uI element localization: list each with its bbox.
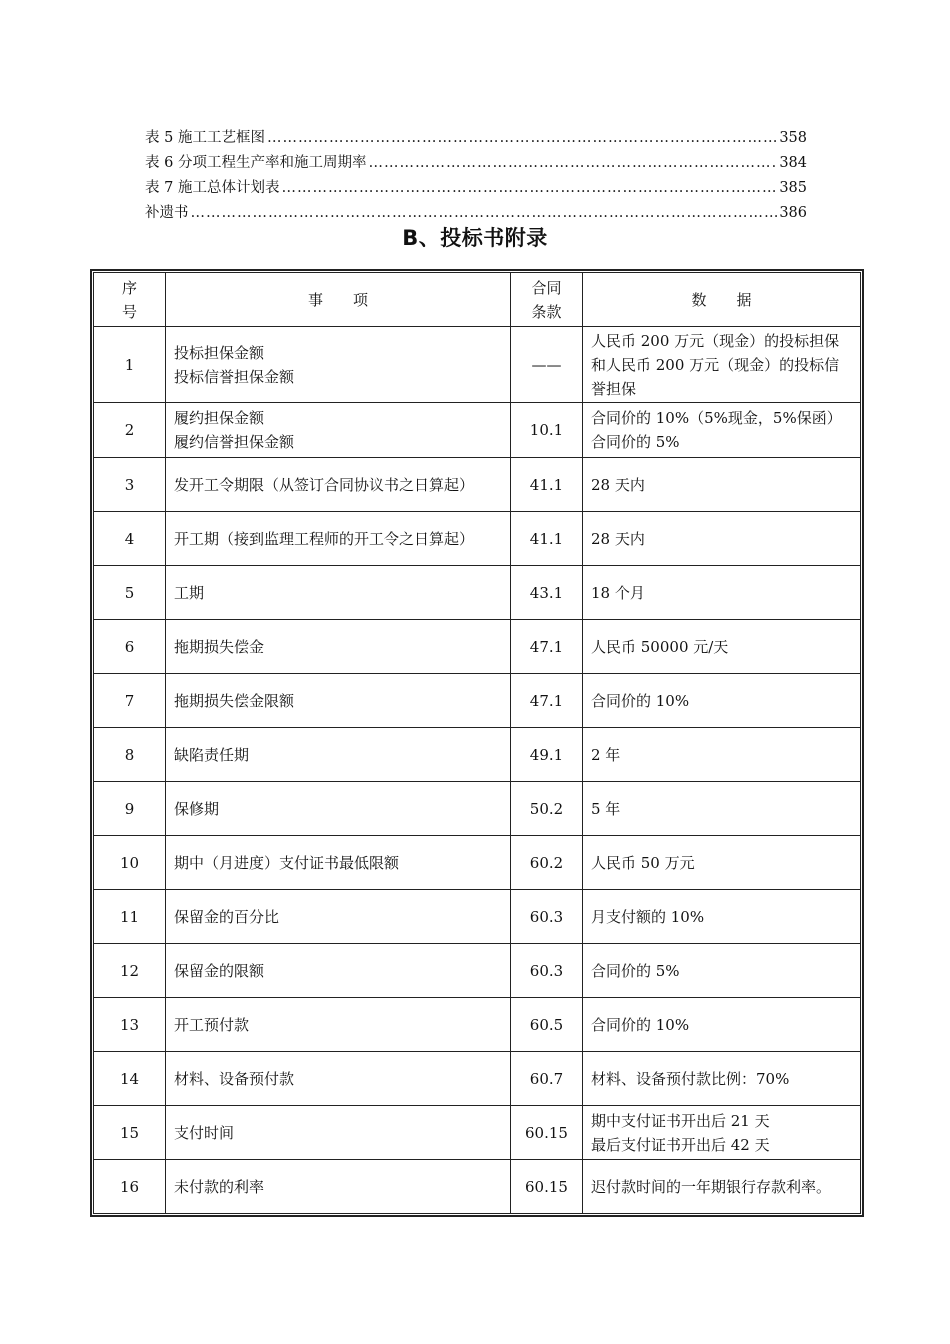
cell-clause: 60.5: [511, 998, 583, 1052]
cell-data: 18 个月: [583, 566, 861, 620]
cell-data: 合同价的 10%（5%现金，5%保函） 合同价的 5%: [583, 403, 861, 458]
toc-entry-page: 384: [779, 155, 807, 171]
cell-data: 期中支付证书开出后 21 天 最后支付证书开出后 42 天: [583, 1106, 861, 1160]
table-row: [94, 728, 861, 782]
cell-seq: 11: [94, 890, 166, 944]
toc-leader-dots: [267, 126, 777, 151]
table-header-row: [94, 273, 861, 327]
cell-clause: 47.1: [511, 674, 583, 728]
header-data: 数 据: [583, 273, 861, 327]
cell-data: 5 年: [583, 782, 861, 836]
cell-data: 28 天内: [583, 512, 861, 566]
cell-item: 期中（月进度）支付证书最低限额: [166, 836, 511, 890]
cell-clause: 41.1: [511, 512, 583, 566]
toc-leader-dots: [368, 151, 777, 176]
cell-seq: 8: [94, 728, 166, 782]
cell-data: 2 年: [583, 728, 861, 782]
cell-clause: 60.3: [511, 890, 583, 944]
cell-clause: 60.7: [511, 1052, 583, 1106]
cell-item: 缺陷责任期: [166, 728, 511, 782]
cell-seq: 7: [94, 674, 166, 728]
toc-entry[interactable]: [145, 151, 807, 176]
cell-clause: 10.1: [511, 403, 583, 458]
toc-entry-label: 表 5 施工工艺框图: [145, 130, 265, 146]
cell-item: 工期: [166, 566, 511, 620]
table-row: [94, 620, 861, 674]
cell-clause: 41.1: [511, 458, 583, 512]
cell-item: 拖期损失偿金限额: [166, 674, 511, 728]
cell-clause: 50.2: [511, 782, 583, 836]
cell-clause: 47.1: [511, 620, 583, 674]
toc-entry-label: 表 7 施工总体计划表: [145, 180, 280, 196]
cell-seq: 2: [94, 403, 166, 458]
cell-data: 合同价的 5%: [583, 944, 861, 998]
cell-seq: 3: [94, 458, 166, 512]
table-row: [94, 327, 861, 403]
cell-clause: 43.1: [511, 566, 583, 620]
cell-clause: ——: [511, 327, 583, 403]
cell-data: 合同价的 10%: [583, 674, 861, 728]
cell-seq: 1: [94, 327, 166, 403]
toc-entry-label: 补遗书: [145, 205, 189, 221]
appendix-table-frame: [90, 269, 864, 1217]
toc-leader-dots: [281, 176, 777, 201]
cell-item: 未付款的利率: [166, 1160, 511, 1214]
cell-item: 履约担保金额 履约信誉担保金额: [166, 403, 511, 458]
header-item: 事 项: [166, 273, 511, 327]
cell-item: 开工期（接到监理工程师的开工令之日算起）: [166, 512, 511, 566]
table-row: [94, 836, 861, 890]
cell-item: 保修期: [166, 782, 511, 836]
table-row: [94, 890, 861, 944]
cell-data: 人民币 50000 元/天: [583, 620, 861, 674]
cell-item: 材料、设备预付款: [166, 1052, 511, 1106]
cell-clause: 60.15: [511, 1106, 583, 1160]
table-row: [94, 1160, 861, 1214]
cell-seq: 13: [94, 998, 166, 1052]
table-row: [94, 458, 861, 512]
table-row: [94, 944, 861, 998]
cell-clause: 60.15: [511, 1160, 583, 1214]
cell-seq: 14: [94, 1052, 166, 1106]
cell-seq: 15: [94, 1106, 166, 1160]
header-clause: 合同 条款: [511, 273, 583, 327]
table-row: [94, 403, 861, 458]
toc-entry[interactable]: [145, 126, 807, 151]
cell-seq: 9: [94, 782, 166, 836]
header-seq: 序 号: [94, 273, 166, 327]
table-row: [94, 1052, 861, 1106]
cell-seq: 4: [94, 512, 166, 566]
cell-data: 迟付款时间的一年期银行存款利率。: [583, 1160, 861, 1214]
cell-clause: 60.2: [511, 836, 583, 890]
toc-entry-page: 358: [779, 130, 807, 146]
cell-item: 保留金的限额: [166, 944, 511, 998]
cell-data: 合同价的 10%: [583, 998, 861, 1052]
cell-data: 人民币 50 万元: [583, 836, 861, 890]
cell-data: 月支付额的 10%: [583, 890, 861, 944]
cell-data: 人民币 200 万元（现金）的投标担保和人民币 200 万元（现金）的投标信誉担保: [583, 327, 861, 403]
cell-clause: 49.1: [511, 728, 583, 782]
cell-seq: 16: [94, 1160, 166, 1214]
table-row: [94, 566, 861, 620]
appendix-table: [93, 272, 861, 1214]
table-of-contents: [145, 126, 807, 226]
toc-entry-page: 386: [779, 205, 807, 221]
cell-data: 28 天内: [583, 458, 861, 512]
cell-item: 发开工令期限（从签订合同协议书之日算起）: [166, 458, 511, 512]
cell-item: 拖期损失偿金: [166, 620, 511, 674]
toc-entry-page: 385: [779, 180, 807, 196]
cell-seq: 6: [94, 620, 166, 674]
table-row: [94, 782, 861, 836]
cell-seq: 10: [94, 836, 166, 890]
cell-clause: 60.3: [511, 944, 583, 998]
toc-entry-label: 表 6 分项工程生产率和施工周期率: [145, 155, 367, 171]
table-row: [94, 1106, 861, 1160]
table-row: [94, 512, 861, 566]
cell-item: 开工预付款: [166, 998, 511, 1052]
cell-data: 材料、设备预付款比例：70%: [583, 1052, 861, 1106]
cell-seq: 5: [94, 566, 166, 620]
toc-entry[interactable]: [145, 176, 807, 201]
cell-seq: 12: [94, 944, 166, 998]
cell-item: 投标担保金额 投标信誉担保金额: [166, 327, 511, 403]
cell-item: 支付时间: [166, 1106, 511, 1160]
table-row: [94, 998, 861, 1052]
table-row: [94, 674, 861, 728]
section-heading: B、投标书附录: [402, 226, 548, 250]
cell-item: 保留金的百分比: [166, 890, 511, 944]
